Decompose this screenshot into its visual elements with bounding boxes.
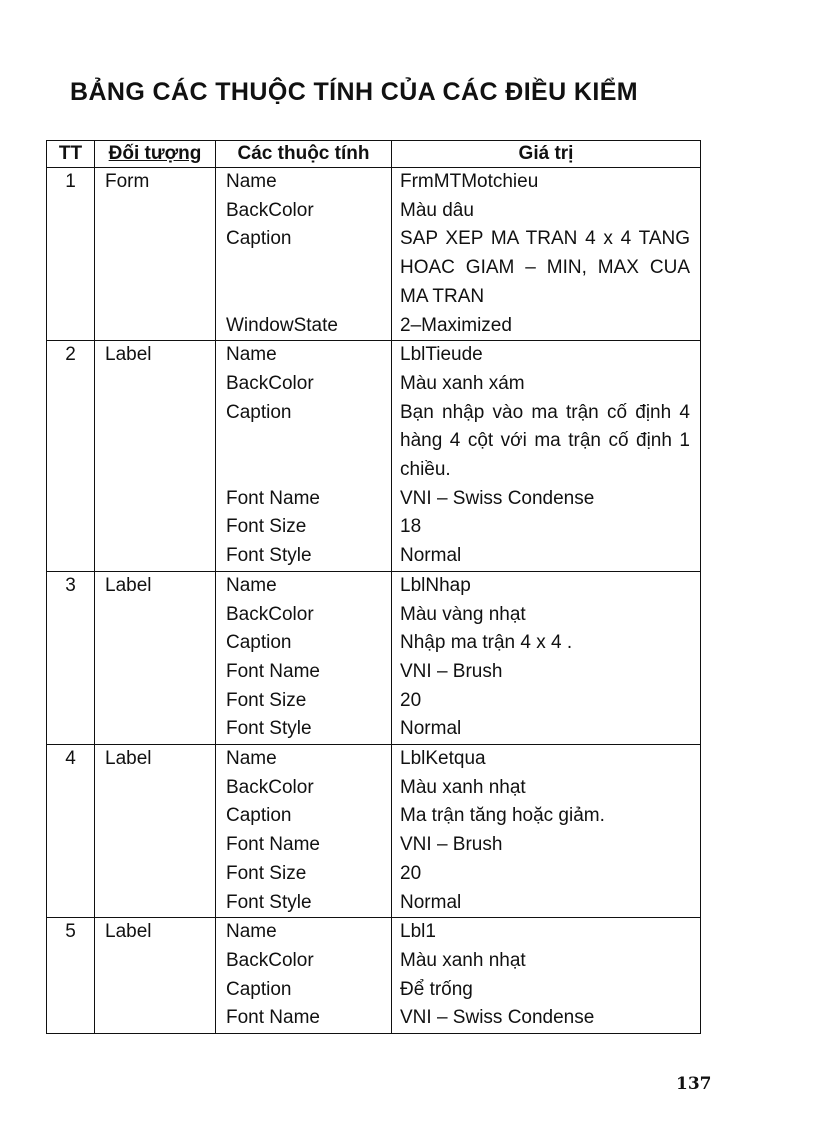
cell-property: Font Style bbox=[216, 542, 392, 571]
cell-value bbox=[392, 774, 701, 803]
cell-object bbox=[95, 312, 216, 341]
cell-value bbox=[392, 225, 701, 311]
table-row bbox=[47, 889, 701, 918]
cell-object bbox=[95, 225, 216, 311]
cell-value bbox=[392, 312, 701, 341]
cell-value bbox=[392, 745, 701, 774]
cell-value-text: VNI – Brush bbox=[400, 834, 503, 856]
table-row bbox=[47, 687, 701, 716]
cell-value-text: LblNhap bbox=[400, 574, 471, 596]
cell-property: Caption bbox=[216, 629, 392, 658]
cell-property: Caption bbox=[216, 976, 392, 1005]
cell-tt bbox=[47, 715, 95, 744]
table-row bbox=[47, 802, 701, 831]
cell-tt bbox=[47, 774, 95, 803]
col-header-tt: TT bbox=[47, 141, 95, 168]
cell-property: WindowState bbox=[216, 312, 392, 341]
table-row bbox=[47, 312, 701, 341]
cell-tt bbox=[47, 831, 95, 860]
cell-object bbox=[95, 947, 216, 976]
cell-property: BackColor bbox=[216, 947, 392, 976]
cell-property: Font Name bbox=[216, 831, 392, 860]
cell-value-text: LblKetqua bbox=[400, 748, 486, 770]
table-row bbox=[47, 976, 701, 1005]
cell-tt bbox=[47, 658, 95, 687]
table-row bbox=[47, 485, 701, 514]
table-row bbox=[47, 860, 701, 889]
cell-value-text: Để trống bbox=[400, 978, 473, 1000]
cell-value-text: Màu xanh nhạt bbox=[400, 949, 526, 971]
cell-property: BackColor bbox=[216, 197, 392, 226]
cell-value bbox=[392, 889, 701, 918]
cell-property: BackColor bbox=[216, 774, 392, 803]
cell-object bbox=[95, 629, 216, 658]
cell-value bbox=[392, 687, 701, 716]
table-header-row bbox=[47, 141, 701, 168]
cell-property: Caption bbox=[216, 802, 392, 831]
table-row bbox=[47, 629, 701, 658]
cell-value bbox=[392, 802, 701, 831]
cell-value-text: 20 bbox=[400, 689, 422, 711]
cell-object bbox=[95, 715, 216, 744]
cell-value bbox=[392, 1004, 701, 1033]
cell-property: BackColor bbox=[216, 370, 392, 399]
cell-tt bbox=[47, 312, 95, 341]
cell-value-text: VNI – Swiss Condense bbox=[400, 1007, 595, 1029]
cell-object bbox=[95, 889, 216, 918]
cell-tt bbox=[47, 976, 95, 1005]
table-row bbox=[47, 947, 701, 976]
cell-value bbox=[392, 513, 701, 542]
table-row bbox=[47, 658, 701, 687]
cell-value-text: VNI – Brush bbox=[400, 660, 503, 682]
cell-object bbox=[95, 542, 216, 571]
cell-object bbox=[95, 399, 216, 485]
table-row bbox=[47, 571, 701, 600]
cell-value bbox=[392, 168, 701, 197]
cell-value-text: SAP XEP MA TRAN 4 x 4 TANG HOAC GIAM – MIN, MAX CUA MA TRAN bbox=[400, 228, 690, 307]
table-row bbox=[47, 168, 701, 197]
cell-tt bbox=[47, 947, 95, 976]
cell-value-text: Normal bbox=[400, 545, 462, 567]
cell-value bbox=[392, 629, 701, 658]
cell-property: Name bbox=[216, 918, 392, 947]
cell-value-text: Bạn nhập vào ma trận cố định 4 hàng 4 cột với ma trận cố định 1 chiều. bbox=[400, 401, 690, 481]
cell-object: Label bbox=[95, 918, 216, 947]
cell-tt bbox=[47, 1004, 95, 1033]
cell-value bbox=[392, 341, 701, 370]
cell-tt: 1 bbox=[47, 168, 95, 197]
page-number: 137 bbox=[676, 1074, 712, 1094]
cell-object bbox=[95, 658, 216, 687]
cell-object bbox=[95, 976, 216, 1005]
cell-value-text: 2–Maximized bbox=[400, 314, 512, 336]
cell-object bbox=[95, 802, 216, 831]
cell-tt bbox=[47, 513, 95, 542]
cell-tt: 3 bbox=[47, 571, 95, 600]
cell-tt bbox=[47, 485, 95, 514]
cell-value bbox=[392, 485, 701, 514]
cell-property: Font Size bbox=[216, 687, 392, 716]
cell-property: Caption bbox=[216, 399, 392, 485]
cell-value bbox=[392, 976, 701, 1005]
cell-object bbox=[95, 370, 216, 399]
cell-value-text: Lbl1 bbox=[400, 921, 436, 943]
cell-value bbox=[392, 370, 701, 399]
cell-object bbox=[95, 601, 216, 630]
cell-object bbox=[95, 1004, 216, 1033]
cell-tt: 4 bbox=[47, 745, 95, 774]
cell-object bbox=[95, 860, 216, 889]
cell-value bbox=[392, 399, 701, 485]
cell-property: Font Name bbox=[216, 658, 392, 687]
cell-property: Font Name bbox=[216, 1004, 392, 1033]
cell-property: Name bbox=[216, 571, 392, 600]
cell-value bbox=[392, 601, 701, 630]
cell-value-text: Màu vàng nhạt bbox=[400, 603, 526, 625]
cell-property: Name bbox=[216, 341, 392, 370]
table-row bbox=[47, 1004, 701, 1033]
table-row bbox=[47, 831, 701, 860]
table-row bbox=[47, 745, 701, 774]
table-row bbox=[47, 370, 701, 399]
cell-value-text: Ma trận tăng hoặc giảm. bbox=[400, 805, 605, 827]
cell-tt bbox=[47, 370, 95, 399]
cell-property: Font Style bbox=[216, 715, 392, 744]
page-title: BẢNG CÁC THUỘC TÍNH CỦA CÁC ĐIỀU KIỂM bbox=[70, 78, 639, 106]
table-row bbox=[47, 918, 701, 947]
table-row bbox=[47, 513, 701, 542]
cell-tt bbox=[47, 225, 95, 311]
properties-table bbox=[46, 140, 701, 1034]
cell-value-text: Màu dâu bbox=[400, 199, 474, 221]
cell-tt bbox=[47, 860, 95, 889]
cell-value-text: VNI – Swiss Condense bbox=[400, 487, 595, 509]
cell-tt: 5 bbox=[47, 918, 95, 947]
table-row bbox=[47, 197, 701, 226]
cell-property: Name bbox=[216, 168, 392, 197]
cell-value bbox=[392, 197, 701, 226]
col-header-value: Giá trị bbox=[392, 141, 701, 168]
cell-value-text: Màu xanh xám bbox=[400, 372, 525, 394]
cell-tt bbox=[47, 629, 95, 658]
cell-property: Font Size bbox=[216, 513, 392, 542]
cell-value-text: Màu xanh nhạt bbox=[400, 776, 526, 798]
cell-value-text: Normal bbox=[400, 891, 462, 913]
cell-value bbox=[392, 571, 701, 600]
cell-value bbox=[392, 831, 701, 860]
cell-property: Caption bbox=[216, 225, 392, 311]
cell-property: Font Style bbox=[216, 889, 392, 918]
cell-value-text: Nhập ma trận 4 x 4 . bbox=[400, 632, 573, 654]
table-row bbox=[47, 601, 701, 630]
cell-property: Name bbox=[216, 745, 392, 774]
cell-object bbox=[95, 831, 216, 860]
cell-tt bbox=[47, 687, 95, 716]
table-row bbox=[47, 774, 701, 803]
table-body bbox=[47, 168, 701, 1034]
cell-object: Label bbox=[95, 571, 216, 600]
cell-object: Label bbox=[95, 341, 216, 370]
cell-tt bbox=[47, 802, 95, 831]
cell-object bbox=[95, 197, 216, 226]
cell-object: Label bbox=[95, 745, 216, 774]
cell-value bbox=[392, 918, 701, 947]
cell-object bbox=[95, 687, 216, 716]
cell-tt bbox=[47, 197, 95, 226]
cell-value-text: 18 bbox=[400, 516, 422, 538]
cell-property: BackColor bbox=[216, 601, 392, 630]
cell-value bbox=[392, 542, 701, 571]
table-row bbox=[47, 225, 701, 311]
col-header-property: Các thuộc tính bbox=[216, 141, 392, 168]
table-row bbox=[47, 399, 701, 485]
cell-object: Form bbox=[95, 168, 216, 197]
table-row bbox=[47, 715, 701, 744]
cell-value bbox=[392, 715, 701, 744]
cell-tt bbox=[47, 542, 95, 571]
cell-tt bbox=[47, 399, 95, 485]
cell-tt bbox=[47, 889, 95, 918]
cell-value bbox=[392, 658, 701, 687]
cell-property: Font Size bbox=[216, 860, 392, 889]
cell-tt bbox=[47, 601, 95, 630]
cell-property: Font Name bbox=[216, 485, 392, 514]
col-header-object: Đối tượng bbox=[95, 141, 216, 168]
cell-object bbox=[95, 513, 216, 542]
cell-value bbox=[392, 947, 701, 976]
cell-value bbox=[392, 860, 701, 889]
cell-value-text: FrmMTMotchieu bbox=[400, 171, 539, 192]
cell-value-text: LblTieude bbox=[400, 344, 483, 366]
table-row bbox=[47, 542, 701, 571]
table-row bbox=[47, 341, 701, 370]
cell-value-text: 20 bbox=[400, 862, 422, 884]
cell-value-text: Normal bbox=[400, 718, 462, 740]
cell-object bbox=[95, 485, 216, 514]
cell-object bbox=[95, 774, 216, 803]
cell-tt: 2 bbox=[47, 341, 95, 370]
